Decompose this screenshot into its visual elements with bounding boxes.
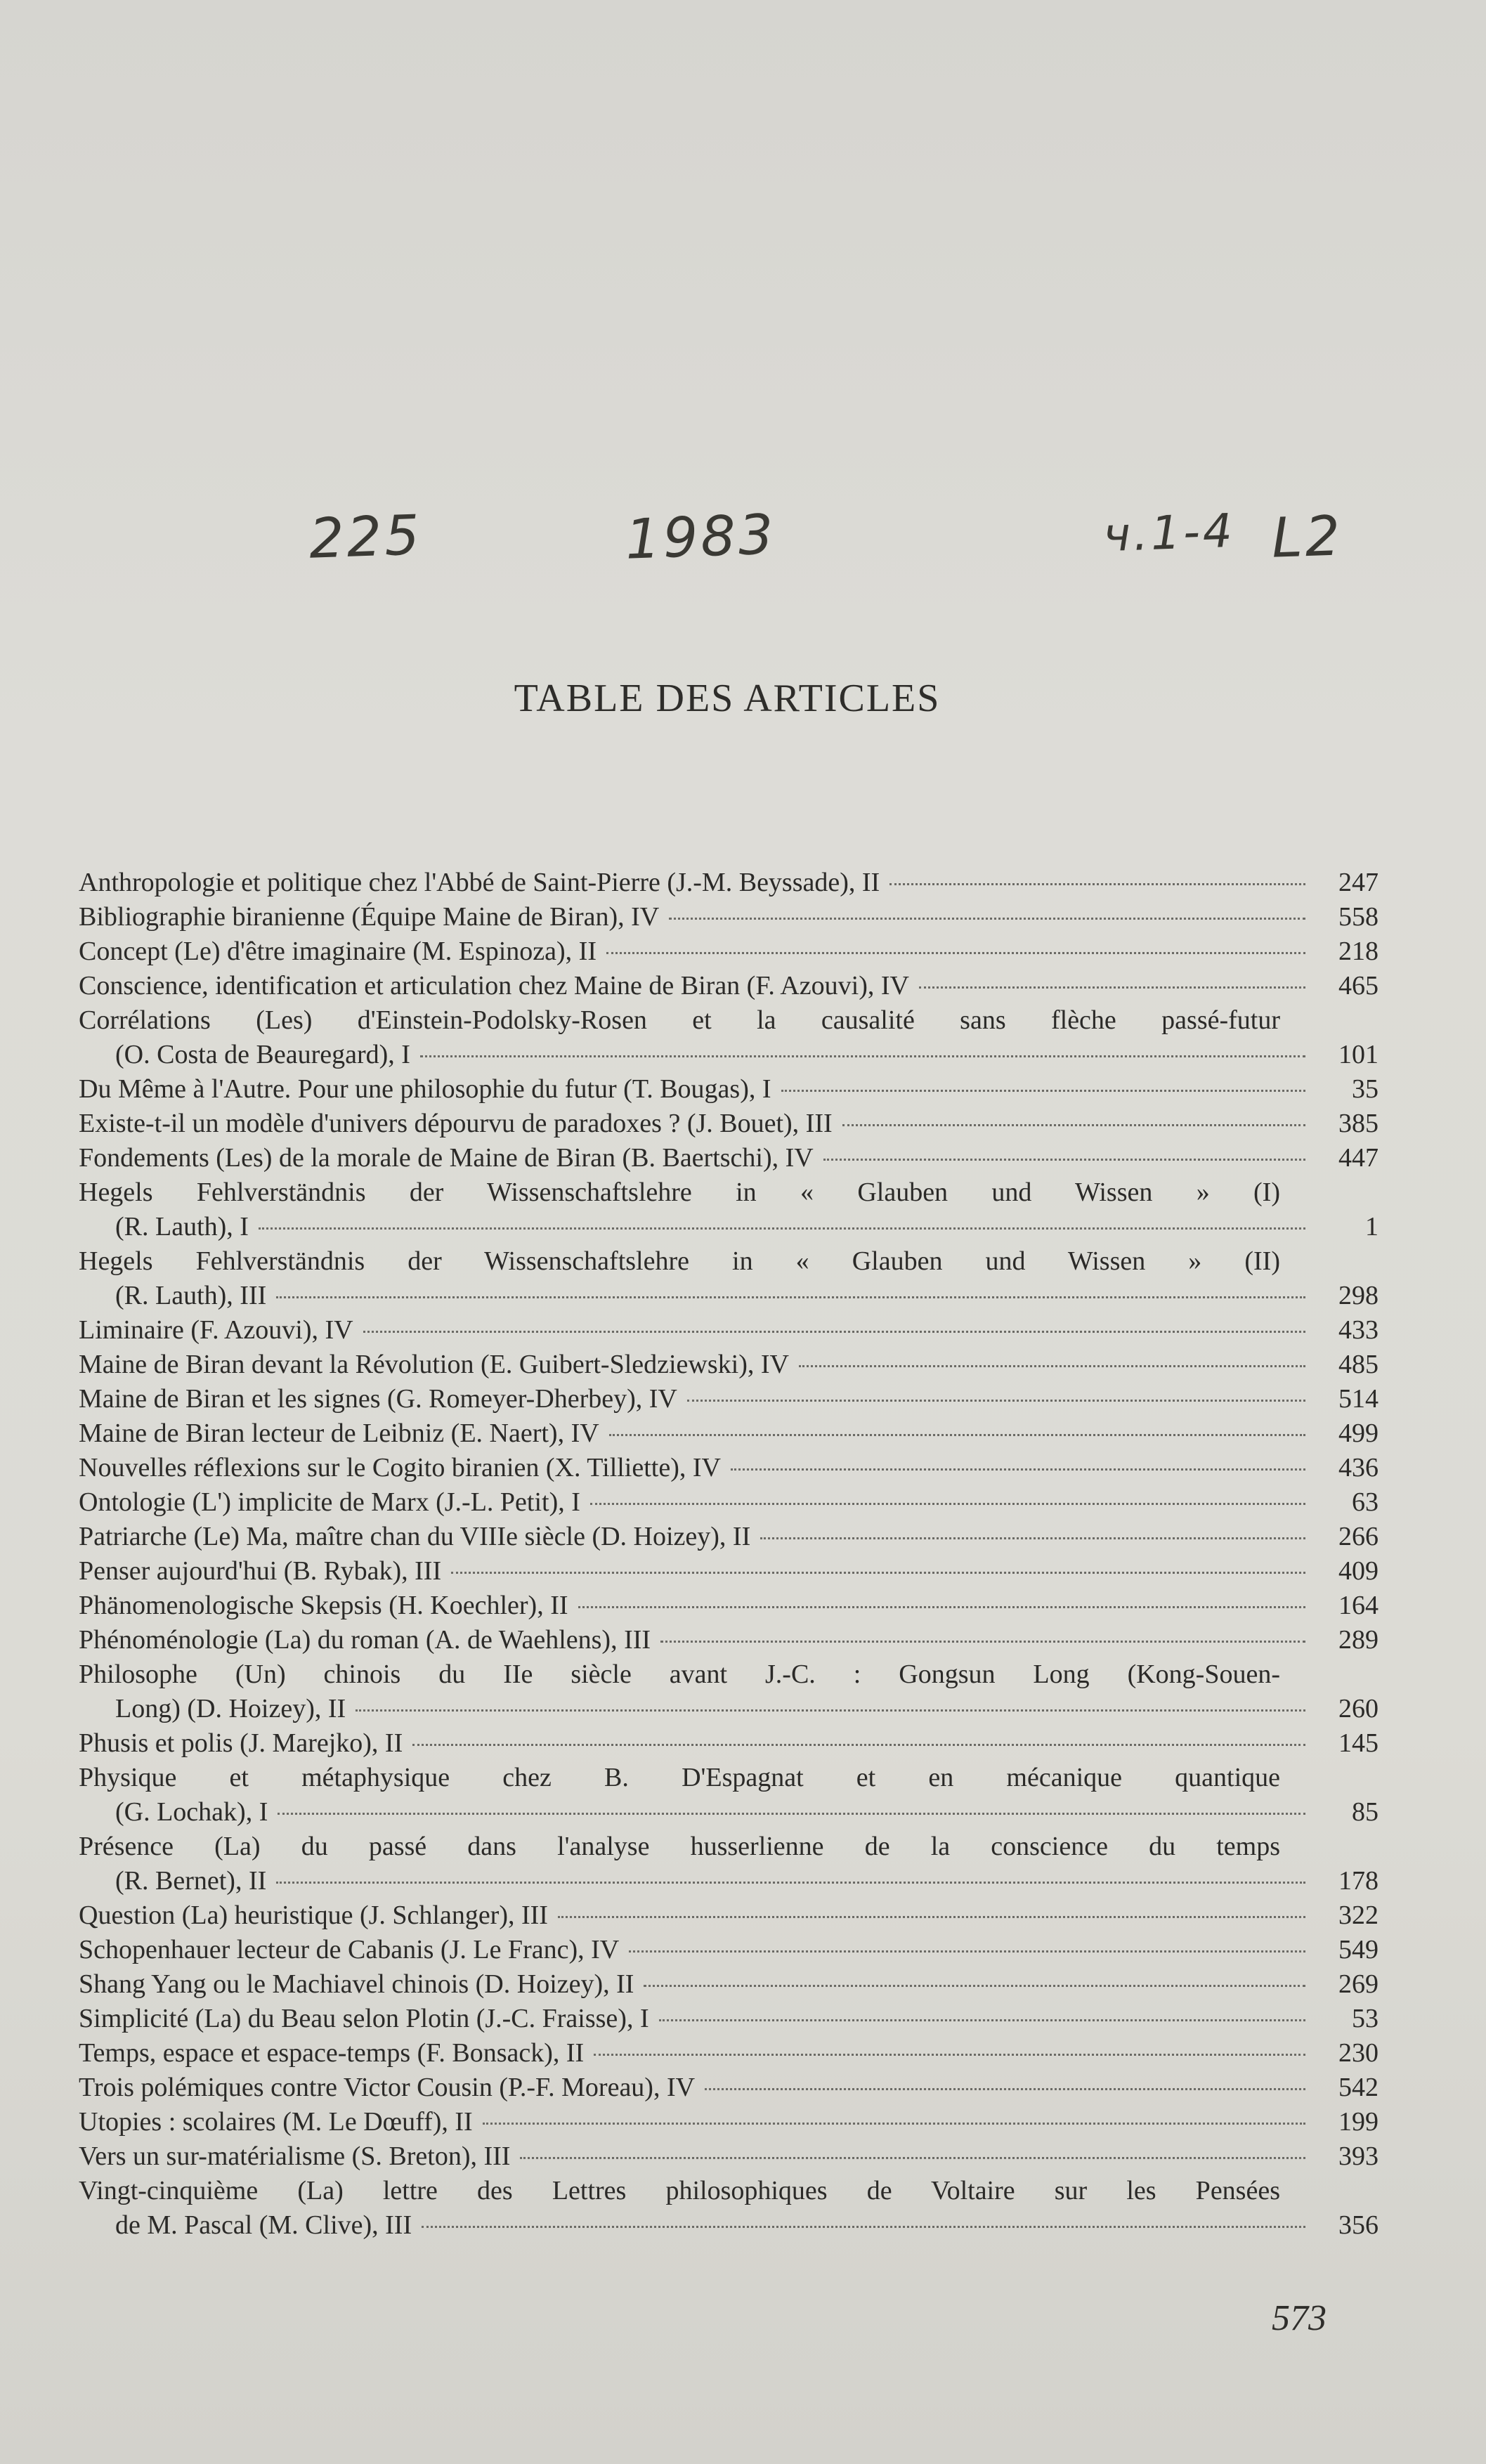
- dot-leader: [781, 1090, 1305, 1092]
- toc-entry-title: Conscience, identification et articulation chez Maine de Biran (F. Azouvi), IV: [79, 971, 909, 1000]
- toc-entry-title: (G. Lochak), I: [115, 1797, 268, 1827]
- toc-entry-title: Fondements (Les) de la morale de Maine de Biran (B. Baertschi), IV: [79, 1143, 814, 1173]
- toc-entry: [79, 1244, 1379, 1313]
- toc-entry: [79, 1933, 1379, 1967]
- toc-entry: [79, 2002, 1379, 2036]
- toc-entry: [79, 900, 1379, 934]
- toc-entry-row: [79, 900, 1379, 934]
- toc-entry-page: 447: [1338, 1143, 1379, 1173]
- dot-leader: [420, 1055, 1305, 1057]
- toc-entry-page: 247: [1338, 868, 1379, 897]
- toc-entry-page: 230: [1338, 2038, 1379, 2068]
- dot-leader: [823, 1159, 1305, 1161]
- toc-entry: [79, 2105, 1379, 2139]
- page-number: 573: [1272, 2298, 1327, 2338]
- toc-entry-row: [79, 1107, 1379, 1141]
- toc-entry: [79, 1761, 1379, 1830]
- toc-entry-title-line: Corrélations (Les) d'Einstein-Podolsky-Rosen et la causalité sans flèche passé-futur: [79, 1005, 1280, 1035]
- toc-entry: [79, 1072, 1379, 1107]
- toc-entry-row: [79, 1726, 1379, 1761]
- toc-entry-page: 393: [1338, 2142, 1379, 2171]
- toc-entry-title: (O. Costa de Beauregard), I: [115, 1040, 410, 1069]
- toc-entry: [79, 2071, 1379, 2105]
- toc-entry-title: Maine de Biran devant la Révolution (E. Guibert-Sledziewski), IV: [79, 1350, 789, 1379]
- toc-entry-title: Ontologie (L') implicite de Marx (J.-L. Petit), I: [79, 1487, 580, 1517]
- toc-entry: [79, 1898, 1379, 1933]
- dot-leader: [606, 952, 1305, 954]
- toc-entry-row: [79, 1864, 1379, 1898]
- dot-leader: [590, 1503, 1305, 1505]
- toc-entry-page: 1: [1365, 1212, 1379, 1241]
- toc-entry-page: 385: [1338, 1109, 1379, 1138]
- dot-leader: [629, 1950, 1305, 1953]
- toc-entry-title: (R. Lauth), III: [115, 1281, 267, 1310]
- dot-leader: [644, 1985, 1305, 1987]
- toc-entry-row: [79, 1554, 1379, 1589]
- toc-entry-title: de M. Pascal (M. Clive), III: [115, 2210, 412, 2240]
- toc-entry: [79, 1830, 1379, 1898]
- toc-entry: [79, 1967, 1379, 2002]
- toc-entry-page: 514: [1338, 1384, 1379, 1414]
- toc-entry: [79, 1554, 1379, 1589]
- toc-entry-row: [79, 1382, 1379, 1416]
- toc-entry-title-line: Physique et métaphysique chez B. D'Espagnat et en mécanique quantique: [79, 1763, 1280, 1792]
- toc-entry-title: Trois polémiques contre Victor Cousin (P.-F. Moreau), IV: [79, 2073, 696, 2102]
- toc-entry-title: Phénoménologie (La) du roman (A. de Waehlens), III: [79, 1625, 651, 1655]
- dot-leader: [669, 918, 1305, 920]
- dot-leader: [889, 883, 1305, 885]
- toc-entry-row: [79, 1589, 1379, 1623]
- toc-entry: [79, 2174, 1379, 2243]
- dot-leader: [278, 1813, 1305, 1815]
- toc-entry: [79, 2139, 1379, 2174]
- dot-leader: [451, 1572, 1305, 1574]
- dot-leader: [705, 2088, 1305, 2090]
- toc-entry-row: [79, 2139, 1379, 2174]
- toc-entry-row: [79, 969, 1379, 1003]
- dot-leader: [520, 2157, 1305, 2159]
- toc-entry-title: Existe-t-il un modèle d'univers dépourvu de paradoxes ? (J. Bouet), III: [79, 1109, 833, 1138]
- dot-leader: [412, 1744, 1305, 1746]
- toc-entry-page: 199: [1338, 2107, 1379, 2137]
- toc-entry: [79, 1382, 1379, 1416]
- dot-leader: [276, 1296, 1305, 1298]
- toc-entry-title: Shang Yang ou le Machiavel chinois (D. Hoizey), II: [79, 1969, 634, 1999]
- toc-entry-row: [79, 1279, 1379, 1313]
- toc-entry-title: (R. Bernet), II: [115, 1866, 267, 1896]
- toc-entry-title: Anthropologie et politique chez l'Abbé de Saint-Pierre (J.-M. Beyssade), II: [79, 868, 880, 897]
- toc-entry-page: 485: [1338, 1350, 1379, 1379]
- toc-entry-row: [79, 1795, 1379, 1830]
- toc-entry-row: [79, 1072, 1379, 1107]
- toc-entry-row: [79, 866, 1379, 900]
- toc-entry-page: 178: [1338, 1866, 1379, 1896]
- toc-entry-page: 499: [1338, 1419, 1379, 1448]
- toc-entry-page: 260: [1338, 1694, 1379, 1723]
- toc-entry-page: 289: [1338, 1625, 1379, 1655]
- toc-entry-row: [79, 1967, 1379, 2002]
- toc-entry-title: Maine de Biran lecteur de Leibniz (E. Naert), IV: [79, 1419, 599, 1448]
- toc-entry-page: 549: [1338, 1935, 1379, 1964]
- dot-leader: [799, 1365, 1305, 1367]
- dot-leader: [422, 2226, 1305, 2228]
- toc-entry-page: 218: [1338, 937, 1379, 966]
- toc-entry-page: 269: [1338, 1969, 1379, 1999]
- toc-entry-title: Bibliographie biranienne (Équipe Maine de Biran), IV: [79, 902, 660, 932]
- toc-entry-title: Concept (Le) d'être imaginaire (M. Espinoza), II: [79, 937, 597, 966]
- dot-leader: [483, 2123, 1305, 2125]
- dot-leader: [609, 1434, 1305, 1436]
- toc-entry-title-line: Hegels Fehlverständnis der Wissenschaftslehre in « Glauben und Wissen » (I): [79, 1178, 1280, 1207]
- toc-entry: [79, 1107, 1379, 1141]
- toc-entry-row: [79, 2208, 1379, 2243]
- toc-entry: [79, 1589, 1379, 1623]
- toc-entry-title: Long) (D. Hoizey), II: [115, 1694, 346, 1723]
- toc-entry-page: 356: [1338, 2210, 1379, 2240]
- toc-entry-row: [79, 1692, 1379, 1726]
- dot-leader: [919, 986, 1305, 989]
- handwritten-note-volumes: ч.1-4: [1102, 503, 1237, 563]
- toc-entry-row: [79, 934, 1379, 969]
- page-title: TABLE DES ARTICLES: [514, 677, 941, 720]
- toc-entry-page: 35: [1352, 1074, 1379, 1104]
- dot-leader: [731, 1468, 1305, 1471]
- toc-entry-page: 63: [1352, 1487, 1379, 1517]
- toc-entry: [79, 1175, 1379, 1244]
- toc-entry-page: 409: [1338, 1556, 1379, 1586]
- toc-entry-row: [79, 1416, 1379, 1451]
- toc-entry-title: Maine de Biran et les signes (G. Romeyer-Dherbey), IV: [79, 1384, 677, 1414]
- toc-entry: [79, 1313, 1379, 1348]
- toc-entry-title: Phänomenologische Skepsis (H. Koechler), II: [79, 1591, 568, 1620]
- toc-entry: [79, 1657, 1379, 1726]
- toc-entry-page: 558: [1338, 902, 1379, 932]
- dot-leader: [687, 1400, 1305, 1402]
- toc-entry-page: 322: [1338, 1901, 1379, 1930]
- toc-entry-row: [79, 1141, 1379, 1175]
- dot-leader: [842, 1124, 1305, 1126]
- toc-entry-page: 101: [1338, 1040, 1379, 1069]
- handwritten-note-code: L2: [1270, 504, 1344, 571]
- toc-entry: [79, 1141, 1379, 1175]
- toc-entry: [79, 1485, 1379, 1520]
- table-of-contents: [79, 866, 1379, 2243]
- toc-entry-title: Question (La) heuristique (J. Schlanger), III: [79, 1901, 548, 1930]
- toc-entry-title: Nouvelles réflexions sur le Cogito biranien (X. Tilliette), IV: [79, 1453, 721, 1482]
- toc-entry-row: [79, 2002, 1379, 2036]
- toc-entry-row: [79, 2071, 1379, 2105]
- toc-entry: [79, 1726, 1379, 1761]
- dot-leader: [659, 2019, 1305, 2021]
- toc-entry-row: [79, 1451, 1379, 1485]
- toc-entry: [79, 1416, 1379, 1451]
- toc-entry-title: Liminaire (F. Azouvi), IV: [79, 1315, 353, 1345]
- toc-entry-page: 145: [1338, 1728, 1379, 1758]
- dot-leader: [363, 1331, 1305, 1333]
- toc-entry: [79, 1520, 1379, 1554]
- toc-entry-title: Phusis et polis (J. Marejko), II: [79, 1728, 403, 1758]
- toc-entry: [79, 934, 1379, 969]
- toc-entry-page: 298: [1338, 1281, 1379, 1310]
- toc-entry-row: [79, 1313, 1379, 1348]
- toc-entry: [79, 1003, 1379, 1072]
- toc-entry-title: Simplicité (La) du Beau selon Plotin (J.-C. Fraisse), I: [79, 2004, 649, 2033]
- toc-entry-title: Patriarche (Le) Ma, maître chan du VIIIe siècle (D. Hoizey), II: [79, 1522, 751, 1551]
- toc-entry-title-line: Hegels Fehlverständnis der Wissenschaftslehre in « Glauben und Wissen » (II): [79, 1246, 1280, 1276]
- toc-entry-page: 436: [1338, 1453, 1379, 1482]
- handwritten-note-year: 1983: [624, 503, 778, 572]
- toc-entry: [79, 969, 1379, 1003]
- toc-entry: [79, 1451, 1379, 1485]
- toc-entry-title: Du Même à l'Autre. Pour une philosophie du futur (T. Bougas), I: [79, 1074, 771, 1104]
- dot-leader: [558, 1916, 1305, 1918]
- toc-entry-row: [79, 1898, 1379, 1933]
- dot-leader: [356, 1709, 1305, 1712]
- toc-entry: [79, 1623, 1379, 1657]
- toc-entry-row: [79, 1933, 1379, 1967]
- toc-entry-page: 85: [1352, 1797, 1379, 1827]
- dot-leader: [259, 1227, 1305, 1230]
- toc-entry-title: Temps, espace et espace-temps (F. Bonsack), II: [79, 2038, 585, 2068]
- toc-entry-title-line: Vingt-cinquième (La) lettre des Lettres philosophiques de Voltaire sur les Pensées: [79, 2176, 1280, 2205]
- toc-entry-page: 53: [1352, 2004, 1379, 2033]
- toc-entry-row: [79, 1520, 1379, 1554]
- toc-entry-row: [79, 1485, 1379, 1520]
- toc-entry-title: (R. Lauth), I: [115, 1212, 249, 1241]
- dot-leader: [594, 2054, 1305, 2056]
- toc-entry-page: 465: [1338, 971, 1379, 1000]
- dot-leader: [660, 1641, 1305, 1643]
- toc-entry-row: [79, 2105, 1379, 2139]
- toc-entry-page: 266: [1338, 1522, 1379, 1551]
- handwritten-note-number: 225: [308, 504, 424, 571]
- toc-entry-page: 164: [1338, 1591, 1379, 1620]
- toc-entry-title: Penser aujourd'hui (B. Rybak), III: [79, 1556, 442, 1586]
- toc-entry-title-line: Présence (La) du passé dans l'analyse husserlienne de la conscience du temps: [79, 1832, 1280, 1861]
- toc-entry: [79, 2036, 1379, 2071]
- toc-entry-title: Vers un sur-matérialisme (S. Breton), III: [79, 2142, 511, 2171]
- toc-entry-title-line: Philosophe (Un) chinois du IIe siècle avant J.-C. : Gongsun Long (Kong-Souen-: [79, 1660, 1280, 1689]
- toc-entry-title: Schopenhauer lecteur de Cabanis (J. Le Franc), IV: [79, 1935, 620, 1964]
- dot-leader: [578, 1606, 1305, 1608]
- toc-entry-page: 542: [1338, 2073, 1379, 2102]
- toc-entry-row: [79, 2036, 1379, 2071]
- toc-entry-row: [79, 1348, 1379, 1382]
- toc-entry: [79, 866, 1379, 900]
- dot-leader: [276, 1882, 1305, 1884]
- toc-entry-page: 433: [1338, 1315, 1379, 1345]
- toc-entry-title: Utopies : scolaires (M. Le Dœuff), II: [79, 2107, 473, 2137]
- toc-entry: [79, 1348, 1379, 1382]
- toc-entry-row: [79, 1623, 1379, 1657]
- dot-leader: [760, 1537, 1305, 1539]
- toc-entry-row: [79, 1210, 1379, 1244]
- toc-entry-row: [79, 1038, 1379, 1072]
